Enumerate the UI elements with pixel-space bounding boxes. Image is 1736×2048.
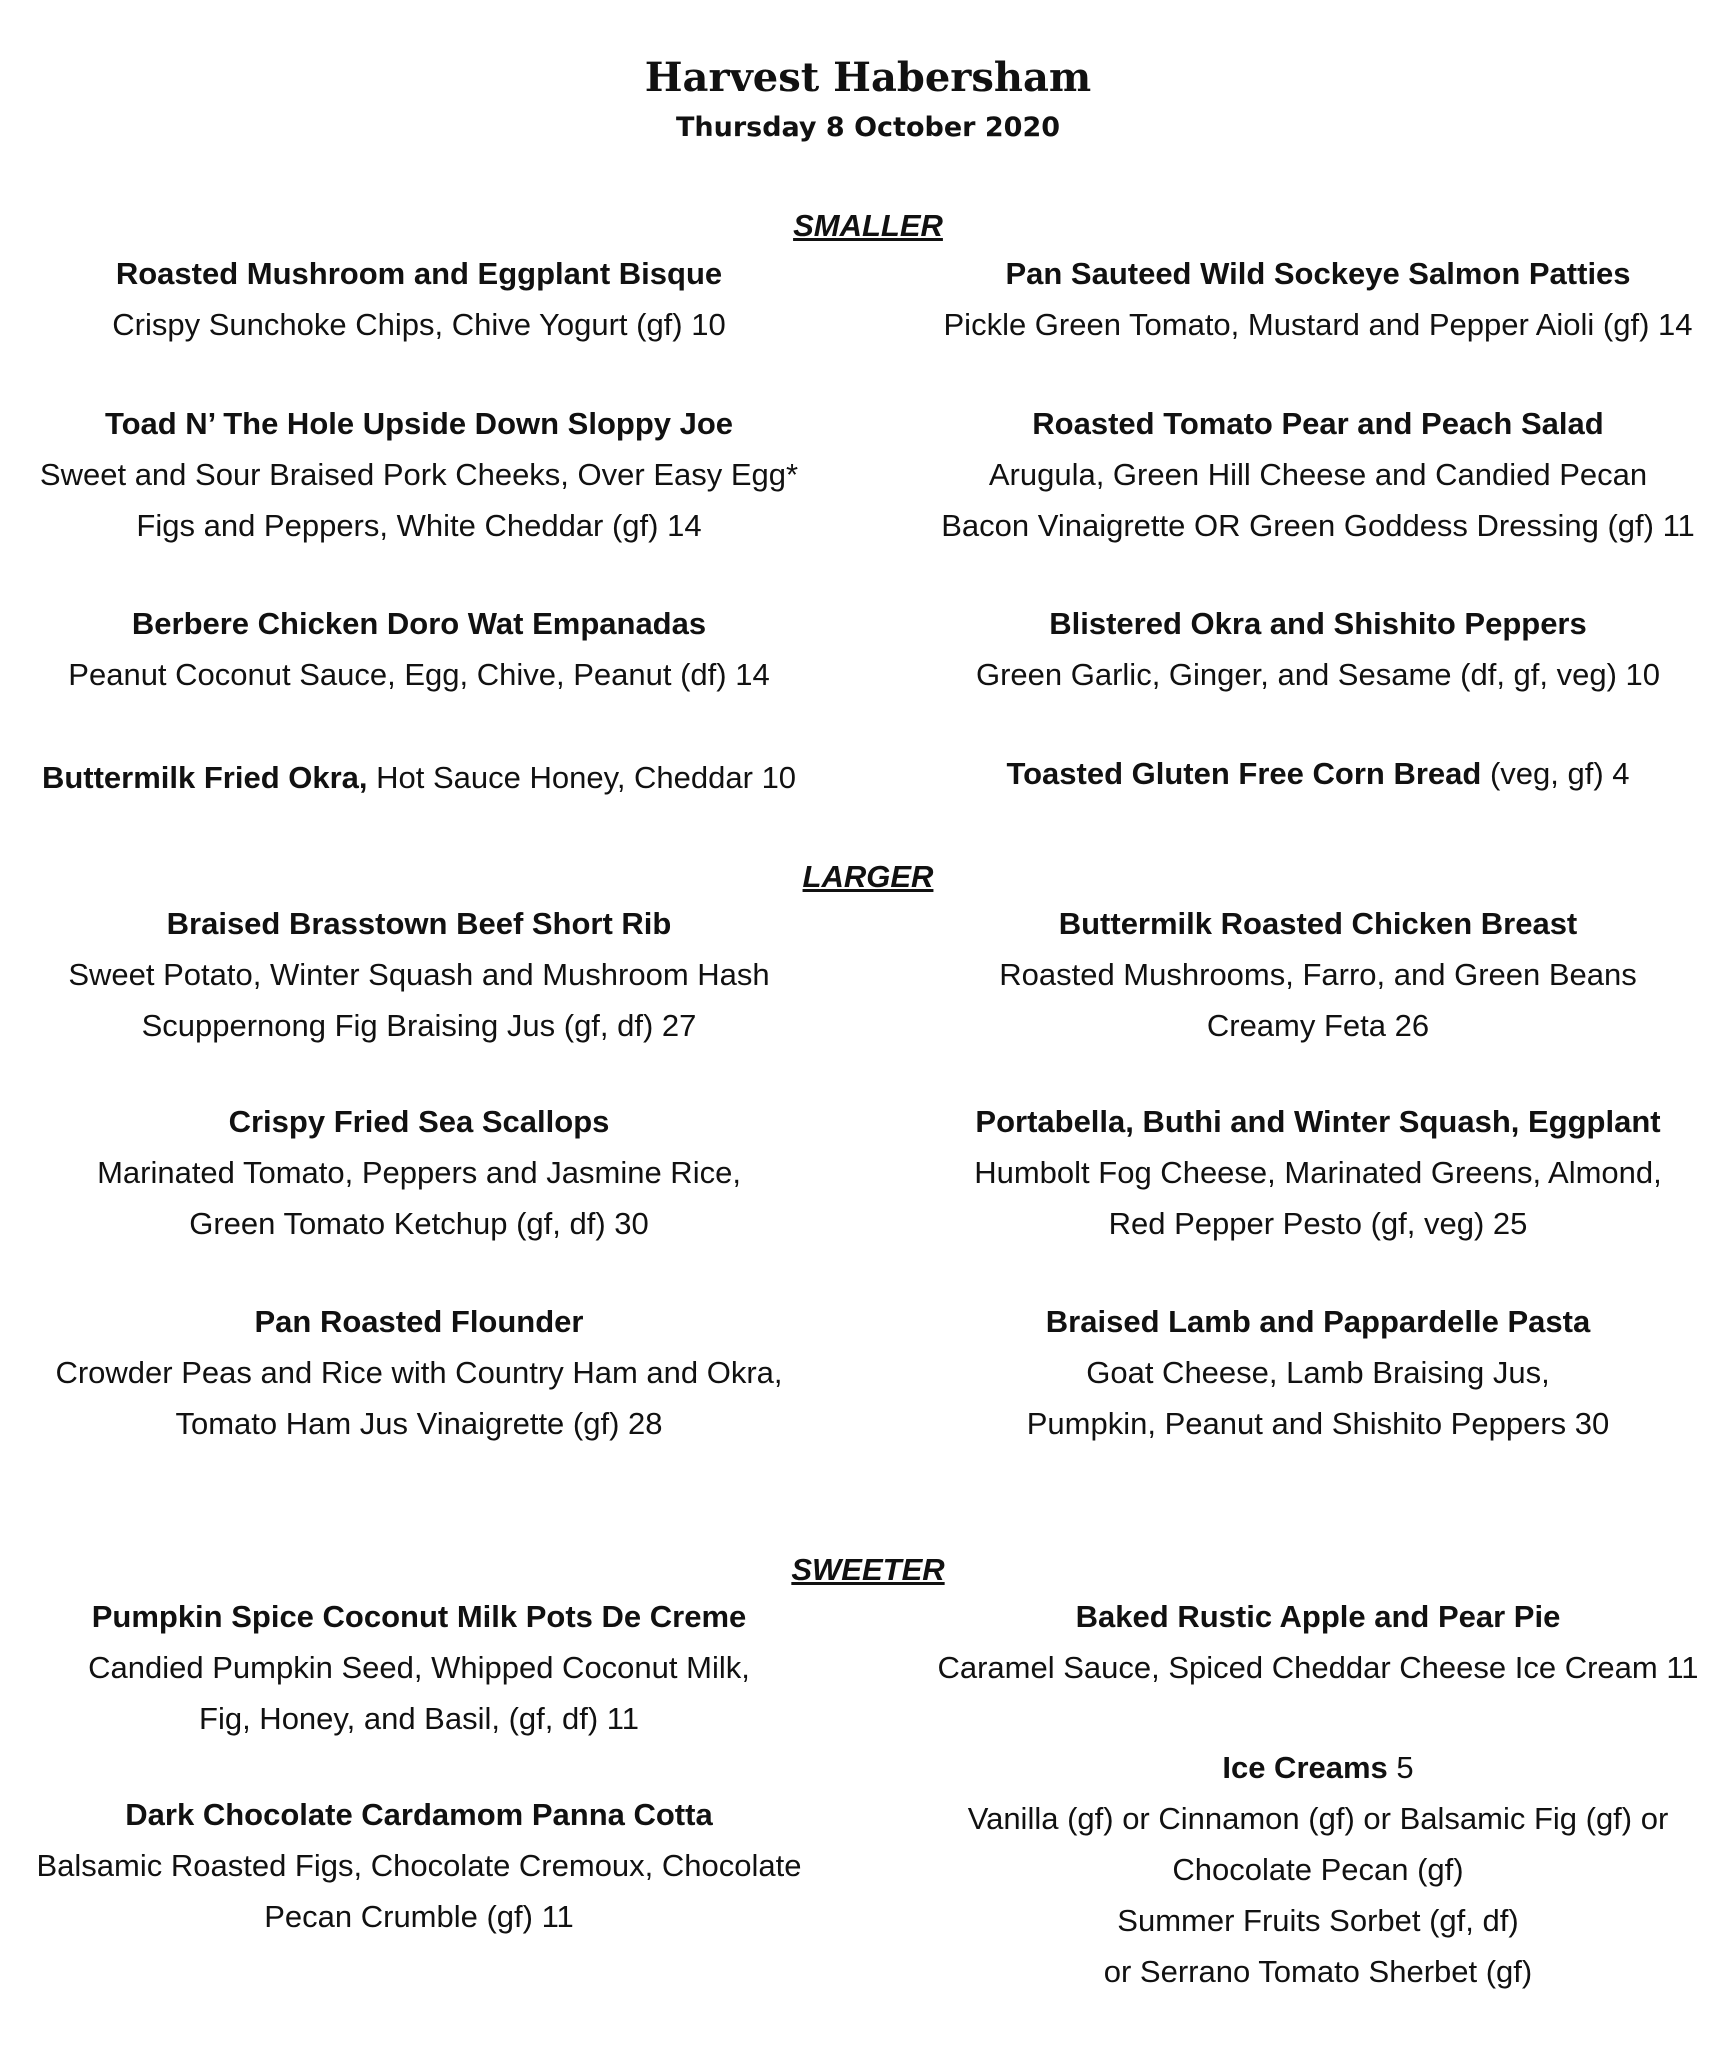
- dish-description: Red Pepper Pesto (gf, veg) 25: [1108, 1206, 1528, 1241]
- restaurant-title: Harvest Habersham: [644, 54, 1092, 101]
- dish-name: Braised Brasstown Beef Short Rib: [166, 906, 672, 941]
- dish-description: Caramel Sauce, Spiced Cheddar Cheese Ice Cream 11: [937, 1650, 1699, 1685]
- dish-description: Crowder Peas and Rice with Country Ham and Okra,: [55, 1355, 783, 1390]
- menu-date: Thursday 8 October 2020: [675, 112, 1061, 143]
- dish-description: Marinated Tomato, Peppers and Jasmine Rice,: [97, 1155, 741, 1190]
- dish-name: Portabella, Buthi and Winter Squash, Eggplant: [975, 1104, 1661, 1139]
- menu-item: [14, 398, 824, 551]
- dish-name: Berbere Chicken Doro Wat Empanadas: [131, 606, 707, 641]
- menu-item: [900, 748, 1736, 799]
- dish-name: Blistered Okra and Shishito Peppers: [1049, 606, 1587, 641]
- dish-name: Braised Lamb and Pappardelle Pasta: [1045, 1304, 1591, 1339]
- section-heading-sweeter: SWEETER: [791, 1552, 945, 1587]
- dish-description: (veg, gf) 4: [1481, 756, 1630, 791]
- dish-description: Vanilla (gf) or Cinnamon (gf) or Balsamic Fig (gf) or: [967, 1801, 1669, 1836]
- dish-description: Hot Sauce Honey, Cheddar 10: [367, 760, 797, 795]
- dish-description: Creamy Feta 26: [1206, 1008, 1430, 1043]
- menu-item: [900, 248, 1736, 350]
- dish-description: Sweet and Sour Braised Pork Cheeks, Over Easy Egg*: [39, 457, 799, 492]
- dish-description: Figs and Peppers, White Cheddar (gf) 14: [136, 508, 702, 543]
- dish-description: Pickle Green Tomato, Mustard and Pepper Aioli (gf) 14: [943, 307, 1693, 342]
- dish-name: Crispy Fried Sea Scallops: [228, 1104, 610, 1139]
- dish-name: Baked Rustic Apple and Pear Pie: [1075, 1599, 1561, 1634]
- dish-description: Roasted Mushrooms, Farro, and Green Beans: [999, 957, 1637, 992]
- dish-description: Scuppernong Fig Braising Jus (gf, df) 27: [141, 1008, 697, 1043]
- dish-description: Green Garlic, Ginger, and Sesame (df, gf, veg) 10: [975, 657, 1661, 692]
- section-heading-larger: LARGER: [802, 859, 934, 894]
- dish-description: Pumpkin, Peanut and Shishito Peppers 30: [1026, 1406, 1610, 1441]
- dish-name: Pumpkin Spice Coconut Milk Pots De Creme: [91, 1599, 747, 1634]
- menu-item: [900, 898, 1736, 1051]
- menu-item: [900, 398, 1736, 551]
- menu-item: [900, 598, 1736, 700]
- dish-description: Peanut Coconut Sauce, Egg, Chive, Peanut (df) 14: [68, 657, 770, 692]
- dish-description: Goat Cheese, Lamb Braising Jus,: [1086, 1355, 1550, 1390]
- dish-description: Sweet Potato, Winter Squash and Mushroom Hash: [68, 957, 770, 992]
- dish-name: Pan Roasted Flounder: [254, 1304, 584, 1339]
- menu-item: [14, 752, 824, 803]
- menu-item: [14, 248, 824, 350]
- menu-item: [14, 1789, 824, 1942]
- section-heading-smaller: SMALLER: [793, 208, 943, 243]
- dish-description: Crispy Sunchoke Chips, Chive Yogurt (gf) 10: [112, 307, 726, 342]
- dish-description: Bacon Vinaigrette OR Green Goddess Dressing (gf) 11: [941, 508, 1695, 543]
- menu-item: [900, 1742, 1736, 1997]
- dish-description: Humbolt Fog Cheese, Marinated Greens, Almond,: [974, 1155, 1662, 1190]
- dish-description: Green Tomato Ketchup (gf, df) 30: [189, 1206, 649, 1241]
- dish-name: Pan Sauteed Wild Sockeye Salmon Patties: [1005, 256, 1631, 291]
- dish-description: or Serrano Tomato Sherbet (gf): [1103, 1954, 1533, 1989]
- dish-name: Dark Chocolate Cardamom Panna Cotta: [125, 1797, 713, 1832]
- menu-item: [14, 598, 824, 700]
- dish-name: Toasted Gluten Free Corn Bread: [1006, 756, 1482, 791]
- dish-description: Fig, Honey, and Basil, (gf, df) 11: [199, 1701, 639, 1736]
- dish-description: Candied Pumpkin Seed, Whipped Coconut Milk,: [88, 1650, 750, 1685]
- dish-description: Arugula, Green Hill Cheese and Candied Pecan: [988, 457, 1648, 492]
- dish-name: Roasted Tomato Pear and Peach Salad: [1032, 406, 1604, 441]
- dish-name: Roasted Mushroom and Eggplant Bisque: [115, 256, 723, 291]
- dish-description: Balsamic Roasted Figs, Chocolate Cremoux, Chocolate: [36, 1848, 802, 1883]
- dish-description: Summer Fruits Sorbet (gf, df): [1117, 1903, 1519, 1938]
- dish-name: Buttermilk Fried Okra,: [41, 760, 368, 795]
- dish-description: Chocolate Pecan (gf): [1172, 1852, 1464, 1887]
- dish-name: Toad N’ The Hole Upside Down Sloppy Joe: [104, 406, 734, 441]
- menu-item: [14, 1096, 824, 1249]
- menu-item: [14, 898, 824, 1051]
- menu-item: [14, 1591, 824, 1744]
- dish-name: Ice Creams: [1222, 1750, 1388, 1785]
- dish-description: Pecan Crumble (gf) 11: [264, 1899, 574, 1934]
- menu-item: [900, 1096, 1736, 1249]
- dish-price: 5: [1387, 1750, 1414, 1785]
- menu-item: [14, 1296, 824, 1449]
- menu-item: [900, 1296, 1736, 1449]
- dish-name: Buttermilk Roasted Chicken Breast: [1058, 906, 1578, 941]
- menu-item: [900, 1591, 1736, 1693]
- dish-description: Tomato Ham Jus Vinaigrette (gf) 28: [175, 1406, 663, 1441]
